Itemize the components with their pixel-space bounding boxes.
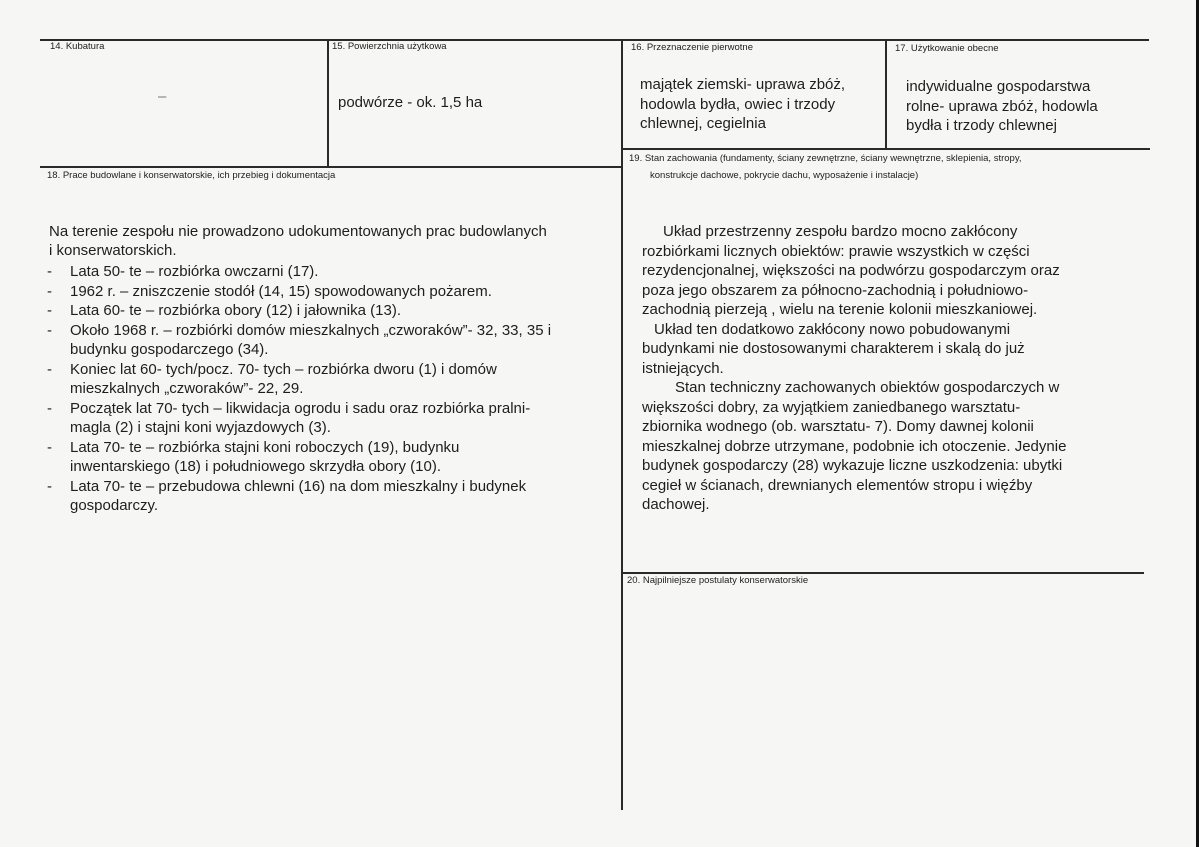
field-19-line: budynkami nie dostosowanymi charakterem i skalą do już: [642, 340, 1025, 357]
field-19-label: [629, 150, 1022, 184]
work-item-line: Około 1968 r. – rozbiórki domów mieszkalnych „czworaków”- 32, 33, 35 i: [70, 321, 552, 339]
field-15-value: podwórze - ok. 1,5 ha: [338, 94, 483, 111]
field-19-line: dachowej.: [642, 496, 710, 513]
field-16-line: chlewnej, cegielnia: [640, 115, 766, 132]
field-17-line: rolne- uprawa zbóż, hodowla: [906, 97, 1098, 115]
field-17-line: indywidualne gospodarstwa: [906, 78, 1091, 95]
field-19-line: rezydencjonalnej, większości na podwórzu gospodarczym oraz: [642, 262, 1060, 279]
divider-14-15: [327, 39, 329, 167]
bullet-dash: -: [47, 477, 52, 495]
work-item-line: 1962 r. – zniszczenie stodół (14, 15) spowodowanych pożarem.: [70, 282, 492, 300]
field-19-line: mieszkalnej dobrze utrzymane, podobnie ich otoczenie. Jedynie: [642, 437, 1067, 455]
field-18-intro-line: Na terenie zespołu nie prowadzono udokumentowanych prac budowlanych: [49, 223, 547, 240]
field-19-line: Stan techniczny zachowanych obiektów gospodarczych w: [675, 379, 1060, 396]
work-item: [47, 282, 622, 302]
field-20-label: 20. Najpilniejsze postulaty konserwatorskie: [627, 575, 809, 586]
field-18-label: 18. Prace budowlane i konserwatorskie, ich przebieg i dokumentacja: [47, 170, 336, 181]
field-19-line: Układ przestrzenny zespołu bardzo mocno zakłócony: [663, 223, 1018, 240]
bullet-dash: -: [47, 321, 52, 339]
bullet-dash: -: [47, 302, 52, 319]
field-19-text: [642, 222, 1066, 515]
divider-16-17: [885, 39, 887, 149]
work-item: [47, 477, 622, 516]
work-item: [47, 360, 622, 399]
work-item-line: Lata 50- te – rozbiórka owczarni (17).: [70, 263, 319, 280]
field-19-line: rozbiórkami licznych obiektów: prawie wszystkich w części: [642, 242, 1030, 260]
work-item-line: magla (2) i stajni koni wyjazdowych (3).: [70, 419, 331, 436]
field-17-label: 17. Użytkowanie obecne: [895, 43, 999, 54]
work-item: [47, 321, 622, 360]
bullet-dash: -: [47, 360, 52, 378]
bullet-dash: -: [47, 263, 52, 280]
field-15-label: 15. Powierzchnia użytkowa: [332, 41, 447, 52]
field-16-value: [640, 75, 845, 134]
field-19-line: istniejących.: [642, 359, 724, 377]
work-item: [47, 438, 622, 477]
bullet-dash: -: [47, 282, 52, 300]
field-19-line: poza jego obszarem za północno-zachodnią i południowo-: [642, 281, 1029, 299]
work-item-line: inwentarskiego (18) i południowego skrzydła obory (10).: [70, 458, 442, 475]
work-item-line: gospodarczy.: [70, 497, 159, 514]
bullet-dash: -: [47, 399, 52, 417]
work-item-line: Lata 70- te – rozbiórka stajni koni roboczych (19), budynku: [70, 438, 460, 456]
field-17-value: [906, 77, 1098, 136]
field-18-intro-line: i konserwatorskich.: [49, 242, 177, 259]
work-item-line: Lata 70- te – przebudowa chlewni (16) na dom mieszkalny i budynek: [70, 477, 527, 495]
work-item-line: Lata 60- te – rozbiórka obory (12) i jałownika (13).: [70, 302, 401, 319]
field-19-label-line: 19. Stan zachowania (fundamenty, ściany zewnętrzne, ściany wewnętrzne, sklepienia, stropy,: [629, 153, 1022, 164]
work-item-line: budynku gospodarczego (34).: [70, 341, 269, 358]
work-item: [47, 399, 622, 438]
bullet-dash: -: [47, 438, 52, 456]
top-rule: [40, 39, 1149, 41]
field-19-line: większości dobry, za wyjątkiem zaniedbanego warsztatu-: [642, 398, 1021, 416]
field-14-label: 14. Kubatura: [50, 41, 105, 52]
work-item-line: Początek lat 70- tych – likwidacja ogrodu i sadu oraz rozbiórka pralni-: [70, 399, 531, 417]
field-19-label-line: konstrukcje dachowe, pokrycie dachu, wyposażenie i instalacje): [650, 170, 919, 181]
work-item-line: mieszkalnych „czworaków”- 22, 29.: [70, 380, 304, 397]
field-19-line: zachodnią pierzeją , wielu na terenie kolonii mieszkaniowej.: [642, 301, 1038, 318]
field-19-line: cegieł w ścianach, drewnianych elementów stropu i więźby: [642, 476, 1033, 494]
field-18-list: [47, 262, 622, 516]
field-16-label: 16. Przeznaczenie pierwotne: [631, 42, 753, 53]
work-item: [47, 262, 622, 282]
field-17-line: bydła i trzody chlewnej: [906, 117, 1057, 134]
field-19-line: Układ ten dodatkowo zakłócony nowo pobudowanymi: [654, 320, 1011, 338]
field-19-line: budynek gospodarczy (28) wykazuje liczne uszkodzenia: ubytki: [642, 457, 1063, 474]
field-16-line: majątek ziemski- uprawa zbóż,: [640, 76, 846, 93]
field-14-value: –: [158, 88, 167, 105]
work-item-line: Koniec lat 60- tych/pocz. 70- tych – rozbiórka dworu (1) i domów: [70, 360, 497, 378]
rule-row1-bottom-left: [40, 166, 623, 168]
field-16-line: hodowla bydła, owiec i trzody: [640, 95, 836, 113]
work-item: [47, 301, 622, 321]
field-18-intro: [49, 222, 619, 260]
field-19-line: zbiornika wodnego (ob. warsztatu- 7). Domy dawnej kolonii: [642, 418, 1034, 435]
